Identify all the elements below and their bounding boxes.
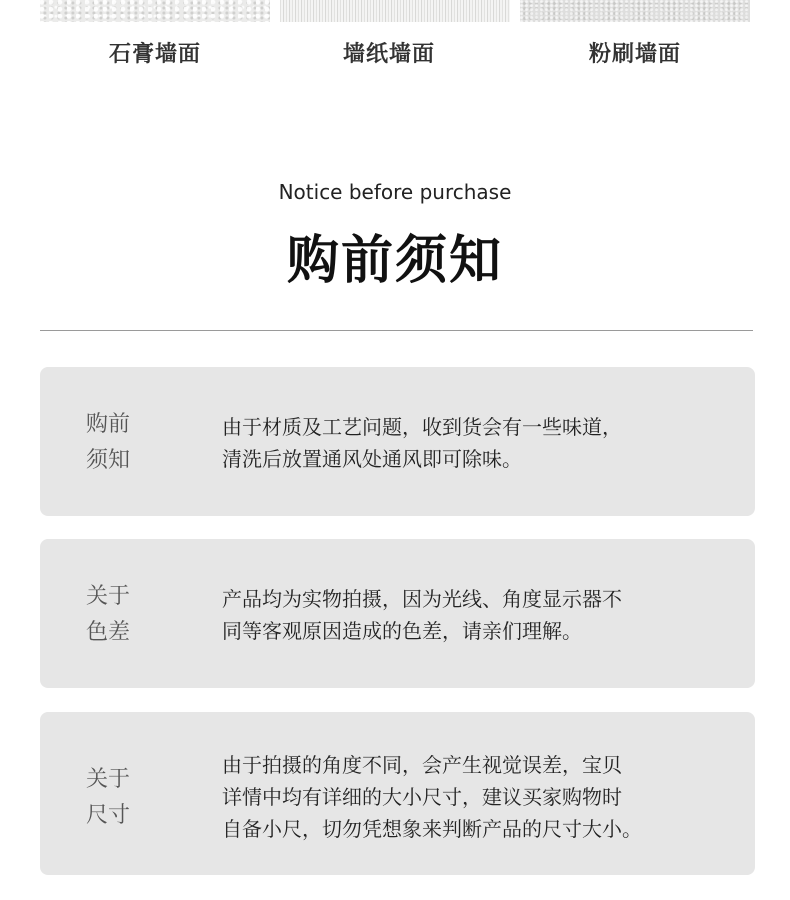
card-body-line: 自备小尺，切勿凭想象来判断产品的尺寸大小。 [222, 817, 642, 841]
card-label-line: 尺寸 [86, 803, 131, 828]
card-label [86, 579, 166, 651]
plaster-wall-label: 石膏墙面 [108, 42, 201, 67]
section-divider [40, 330, 753, 331]
plaster-wall-swatch-image [40, 0, 270, 22]
card-body-line: 同等客观原因造成的色差，请亲们理解。 [222, 619, 582, 643]
notice-subtitle-en: Notice before purchase [278, 180, 512, 204]
notice-card-color-difference [40, 539, 755, 688]
card-body-line: 详情中均有详细的大小尺寸，建议买家购物时 [222, 785, 622, 809]
card-label-line: 关于 [86, 767, 131, 792]
card-label-line: 色差 [86, 620, 131, 645]
card-label-line: 须知 [86, 448, 131, 473]
card-label-line: 关于 [86, 584, 131, 609]
painted-wall-label: 粉刷墙面 [588, 42, 681, 67]
wall-type-swatch-row [0, 0, 790, 80]
card-body [222, 583, 742, 647]
card-body-line: 由于材质及工艺问题，收到货会有一些味道， [222, 415, 622, 439]
card-label [86, 762, 166, 834]
card-body [222, 411, 742, 475]
notice-card-smell [40, 367, 755, 516]
wallpaper-wall-label: 墙纸墙面 [342, 42, 435, 67]
card-body-line: 清洗后放置通风处通风即可除味。 [222, 447, 522, 471]
card-label-line: 购前 [86, 412, 131, 437]
wallpaper-wall-swatch-image [280, 0, 510, 22]
card-body [222, 749, 742, 845]
painted-wall-swatch-image [520, 0, 750, 22]
card-body-line: 产品均为实物拍摄，因为光线、角度显示器不 [222, 587, 622, 611]
notice-card-size [40, 712, 755, 875]
card-body-line: 由于拍摄的角度不同，会产生视觉误差，宝贝 [222, 753, 622, 777]
card-label [86, 407, 166, 479]
notice-title: 购前须知 [286, 231, 503, 291]
